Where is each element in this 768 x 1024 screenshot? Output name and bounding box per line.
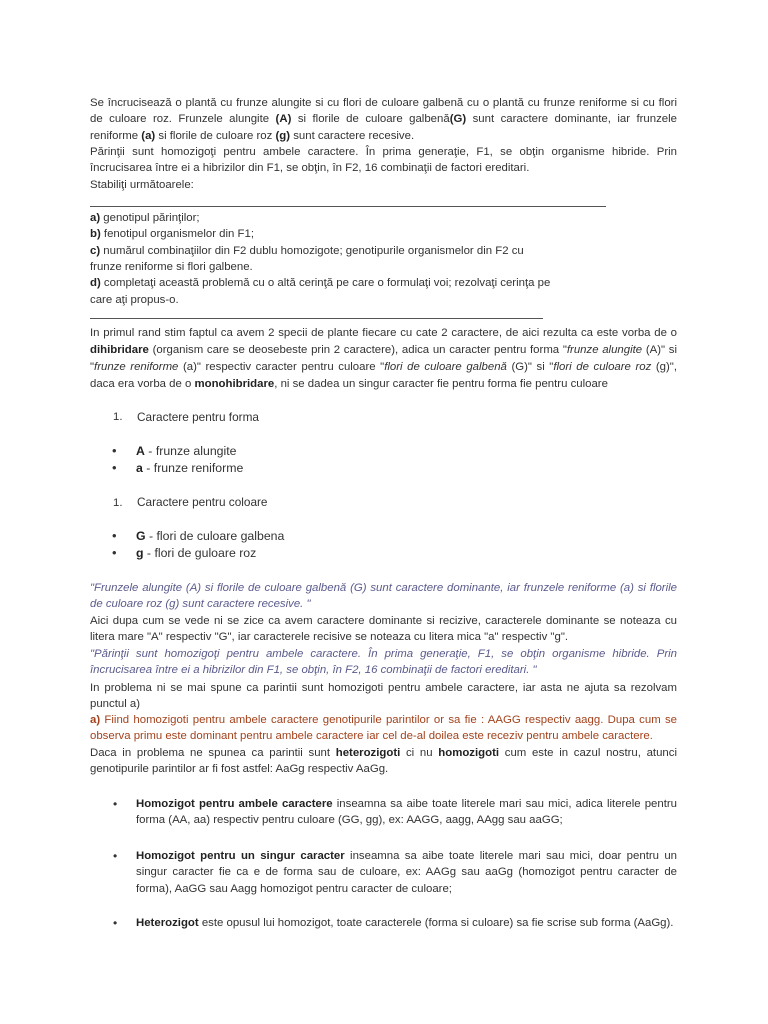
task-d: d) completaţi această problemă cu o altă cerinţă pe care o formulaţi voi; rezolvaţi cerinţa pe <box>90 277 551 289</box>
heterozygous-note: Daca in problema ne spunea ca parintii sunt heterozigoti ci nu homozigoti cum este in cazul nostru, atunci genotipurile parintilor ar fi fost astfel: AaGg respectiv AaGg. <box>90 747 677 776</box>
problem-text: si florile de culoare roz <box>155 129 276 142</box>
task-d-continuation: care aţi propus-o. <box>90 294 179 306</box>
dominance-explanation: Aici dupa cum se vede ni se zice ca avem caractere dominante si recizive, caracterele dominante se noteaza cu litera mare "A" respectiv "G", iar caracterele recisive se noteaza cu litera mica "a" respectiv "g". <box>90 615 677 644</box>
bullet-icon: • <box>113 849 118 863</box>
answer-a: a) Fiind homozigoti pentru ambele caractere genotipurile parintilor or sa fie : AAGG respectiv aagg. Dupa cum se observa primu este dominant pentru ambele caractere iar cel de-al doilea este receziv pentru ambele caractere. <box>90 714 677 743</box>
term-heterozigoti: heterozigoti <box>335 747 401 759</box>
bullet-icon: • <box>113 797 118 811</box>
list-item: A - frunze alungite <box>136 444 237 458</box>
bullet-icon: • <box>112 528 117 543</box>
parents-paragraph: Părinţii sunt homozigoţi pentru ambele caractere. În prima generaţie, F1, se obţin organisme hibride. Prin încrucisarea între ei a hibrizilor din F1, se obţin, în F2, 16 combinaţii de factori ereditari. <box>90 146 677 175</box>
task-a: a) genotipul părinţilor; <box>90 212 200 224</box>
term-monohibridare: monohibridare <box>194 378 275 390</box>
problem-commentary: In problema ni se mai spune ca parintii sunt homozigoti pentru ambele caractere, iar asta ne ajuta sa rezolvam punctul a) <box>90 682 677 711</box>
list-number: 1. <box>113 497 123 509</box>
allele-g: (g) <box>275 129 291 142</box>
definition-homozygous-both: Homozigot pentru ambele caractere inseamna sa aibe toate literele mari sau mici, adica literele pentru forma (AA, aa) respectiv pentru culoare (GG, gg), ex: AAGG, aagg, AAgg sau aaGG; <box>136 798 677 827</box>
problem-text: Se încrucisează o plantă cu frunze alungite si cu flori de culoare galbenă cu o plantă cu frunze reniforme si cu flori de culoare roz. Frunzele alungite <box>90 97 677 126</box>
problem-text: si florile de culoare galbenă <box>291 113 450 126</box>
allele-a: (a) <box>141 129 156 142</box>
problem-text: sunt caractere dominante, iar frunzele reniforme <box>90 113 677 142</box>
divider-line <box>90 318 543 319</box>
bullet-icon: • <box>112 443 117 458</box>
problem-text: sunt caractere recesive. <box>290 129 415 142</box>
list-item: G - flori de culoare galbena <box>136 529 285 543</box>
task-b: b) fenotipul organismelor din F1; <box>90 228 254 240</box>
list-heading-forma: Caractere pentru forma <box>137 410 259 424</box>
allele-A: (A) <box>275 113 292 126</box>
bullet-icon: • <box>112 545 117 560</box>
list-heading-coloare: Caractere pentru coloare <box>137 495 268 509</box>
divider-line <box>90 206 606 207</box>
problem-paragraph <box>90 95 677 144</box>
explanation-paragraph: In primul rand stim faptul ca avem 2 specii de plante fiecare cu cate 2 caractere, de aici rezulta ca este vorba de o dihibridare (organism care se deosebeste prin 2 caractere), adica un caracter pentru forma "frunze alungite (A)" si "frunze reniforme (a)" respectiv caracter pentru culoare "flori de culoare galbenă (G)" si "flori de culoare roz (g)", daca era vorba de o monohibridare, ni se dadea un singur caracter fie pentru forma fie pentru culoare <box>90 327 677 390</box>
list-item: g - flori de guloare roz <box>136 546 257 560</box>
bullet-icon: • <box>113 916 118 930</box>
term-homozigoti: homozigoti <box>438 747 500 759</box>
task-c: c) numărul combinaţiilor din F2 dublu homozigote; genotipurile organismelor din F2 cu <box>90 245 524 257</box>
task-c-continuation: frunze reniforme si flori galbene. <box>90 261 253 273</box>
quote-parents: "Părinţii sunt homozigoţi pentru ambele caractere. În prima generaţie, F1, se obţin organisme hibride. Prin încrucisarea între ei a hibrizilor din F1, se obţin, în F2, 16 combinaţii de factori ereditari. " <box>90 648 677 677</box>
definition-homozygous-single: Homozigot pentru un singur caracter inseamna sa aibe toate literele mari sau mici, doar pentru un singur caracter fie ca e de forma sau de culoare, ex: AAGg sau aaGg (homozigot pentru caracter de forma), AaGG sau Aagg homozigot pentru caracter de culoare; <box>136 850 677 895</box>
list-item: a - frunze reniforme <box>136 461 244 475</box>
term-dihibridare: dihibridare <box>90 344 149 356</box>
instruction-label: Stabiliţi următoarele: <box>90 179 194 191</box>
allele-G: (G) <box>449 113 467 126</box>
definition-heterozygous: Heterozigot este opusul lui homozigot, toate caracterele (forma si culoare) sa fie scrise sub forma (AaGg). <box>136 917 674 929</box>
quote-dominance: "Frunzele alungite (A) si florile de culoare galbenă (G) sunt caractere dominante, iar frunzele reniforme (a) si florile de culoare roz (g) sunt caractere recesive. " <box>90 582 677 611</box>
list-number: 1. <box>113 411 123 423</box>
bullet-icon: • <box>112 460 117 475</box>
